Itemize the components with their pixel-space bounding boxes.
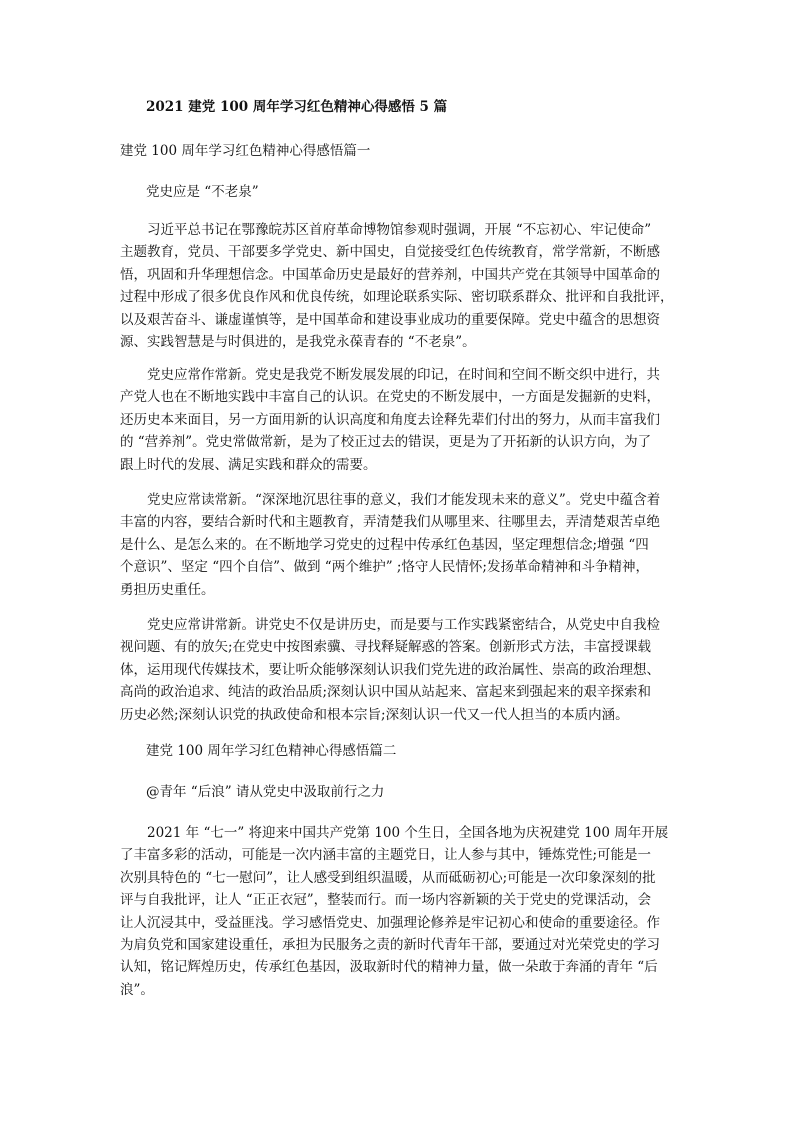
paragraph-line: 为肩负党和国家建设重任，承担为民服务之责的新时代青年干部，要通过对光荣党史的学习 bbox=[120, 936, 660, 953]
document-title: 2021 建党 100 周年学习红色精神心得感悟 5 篇 bbox=[146, 99, 448, 115]
paragraph-line: 党史应常读常新。“深深地沉思往事的意义，我们才能发现未来的意义”。党史中蕴含着 bbox=[147, 492, 661, 508]
paragraph-line: 产党人也在不断地实践中丰富自己的认识。在党史的不断发展中，一方面是发掘新的史料， bbox=[120, 389, 660, 406]
section-subheading-1: 党史应是 “不老泉” bbox=[146, 184, 259, 200]
paragraph-line: 悟，巩固和升华理想信念。中国革命历史是最好的营养剂，中国共产党在其领导中国革命的 bbox=[120, 266, 660, 283]
paragraph-line: 认知，铭记辉煌历史，传承红色基因，汲取新时代的精神力量，做一朵敢于奔涌的青年 “后 bbox=[120, 959, 658, 976]
paragraph-line: 评与自我批评，让人 “正正衣冠”，整装而行。而一场内容新颖的关于党史的党课活动，会 bbox=[120, 892, 652, 909]
paragraph-line: 党史应常讲常新。讲党史不仅是讲历史，而是要与工作实践紧密结合，从党史中自我检 bbox=[147, 617, 660, 633]
paragraph-line: 历史必然;深刻认识党的执政使命和根本宗旨;深刻认识一代又一代人担当的本质内涵。 bbox=[120, 706, 629, 723]
paragraph-line: 浪”。 bbox=[120, 981, 154, 998]
paragraph-line: 视问题、有的放矢;在党史中按图索骥、寻找释疑解惑的答案。创新形式方法，丰富授课载 bbox=[120, 639, 652, 656]
paragraph-line: 主题教育，党员、干部要多学党史、新中国史，自觉接受红色传统教育，常学常新，不断感 bbox=[120, 244, 660, 261]
paragraph-line: 以及艰苦奋斗、谦虚谨慎等，是中国革命和建设事业成功的重要保障。党史中蕴含的思想资 bbox=[120, 311, 660, 328]
paragraph-2 bbox=[120, 364, 660, 476]
paragraph-line: 体，运用现代传媒技术，要让听众能够深刻认识我们党先进的政治属性、崇高的政治理想、 bbox=[120, 661, 660, 678]
paragraph-line: 丰富的内容，要结合新时代和主题教育，弄清楚我们从哪里来、往哪里去，弄清楚艰苦卓绝 bbox=[120, 514, 660, 531]
paragraph-3 bbox=[120, 489, 660, 601]
paragraph-line: 个意识”、坚定 “四个自信”、做到 “两个维护” ;恪守人民情怀;发扬革命精神和斗争精神， bbox=[120, 559, 649, 576]
paragraph-line: 了丰富多彩的活动，可能是一次内涵丰富的主题党日，让人参与其中，锤炼党性;可能是一 bbox=[120, 847, 652, 864]
paragraph-4 bbox=[120, 614, 660, 726]
paragraph-line: 勇担历史重任。 bbox=[120, 581, 215, 598]
paragraph-line: 党史应常作常新。党史是我党不断发展发展的印记，在时间和空间不断交织中进行，共 bbox=[147, 367, 660, 383]
paragraph-line: 是什么、是怎么来的。在不断地学习党史的过程中传承红色基因，坚定理想信念;增强 “四 bbox=[120, 536, 649, 553]
paragraph-1 bbox=[120, 219, 674, 353]
section-subheading-2: @青年 “后浪” 请从党史中汲取前行之力 bbox=[146, 784, 385, 800]
paragraph-line: 2021 年 “七一” 将迎来中国共产党第 100 个生日，全国各地为庆祝建党 100 周年开展 bbox=[147, 825, 669, 841]
paragraph-line: 让人沉浸其中，受益匪浅。学习感悟党史、加强理论修养是牢记初心和使命的重要途径。作 bbox=[120, 914, 660, 931]
paragraph-line: 跟上时代的发展、满足实践和群众的需要。 bbox=[120, 456, 377, 473]
paragraph-line: 高尚的政治追求、纯洁的政治品质;深刻认识中国从站起来、富起来到强起来的艰辛探索和 bbox=[120, 684, 652, 701]
section-heading-2: 建党 100 周年学习红色精神心得感悟篇二 bbox=[146, 743, 397, 759]
paragraph-5 bbox=[120, 822, 668, 1001]
paragraph-line: 源、实践智慧是与时俱进的，是我党永葆青春的 “不老泉”。 bbox=[120, 333, 476, 350]
paragraph-line: 还历史本来面目，另一方面用新的认识高度和角度去诠释先辈们付出的努力，从而丰富我们 bbox=[120, 411, 660, 428]
paragraph-line: 的 “营养剂”。党史常做常新，是为了校正过去的错误，更是为了开拓新的认识方向，为了 bbox=[120, 434, 652, 451]
paragraph-line: 习近平总书记在鄂豫皖苏区首府革命博物馆参观时强调，开展 “不忘初心、牢记使命” bbox=[147, 222, 652, 238]
section-heading-1: 建党 100 周年学习红色精神心得感悟篇一 bbox=[120, 143, 371, 159]
paragraph-line: 过程中形成了很多优良作风和优良传统，如理论联系实际、密切联系群众、批评和自我批评， bbox=[120, 289, 674, 306]
paragraph-line: 次别具特色的 “七一慰问”，让人感受到组织温暖，从而砥砺初心;可能是一次印象深刻的批 bbox=[120, 869, 656, 886]
